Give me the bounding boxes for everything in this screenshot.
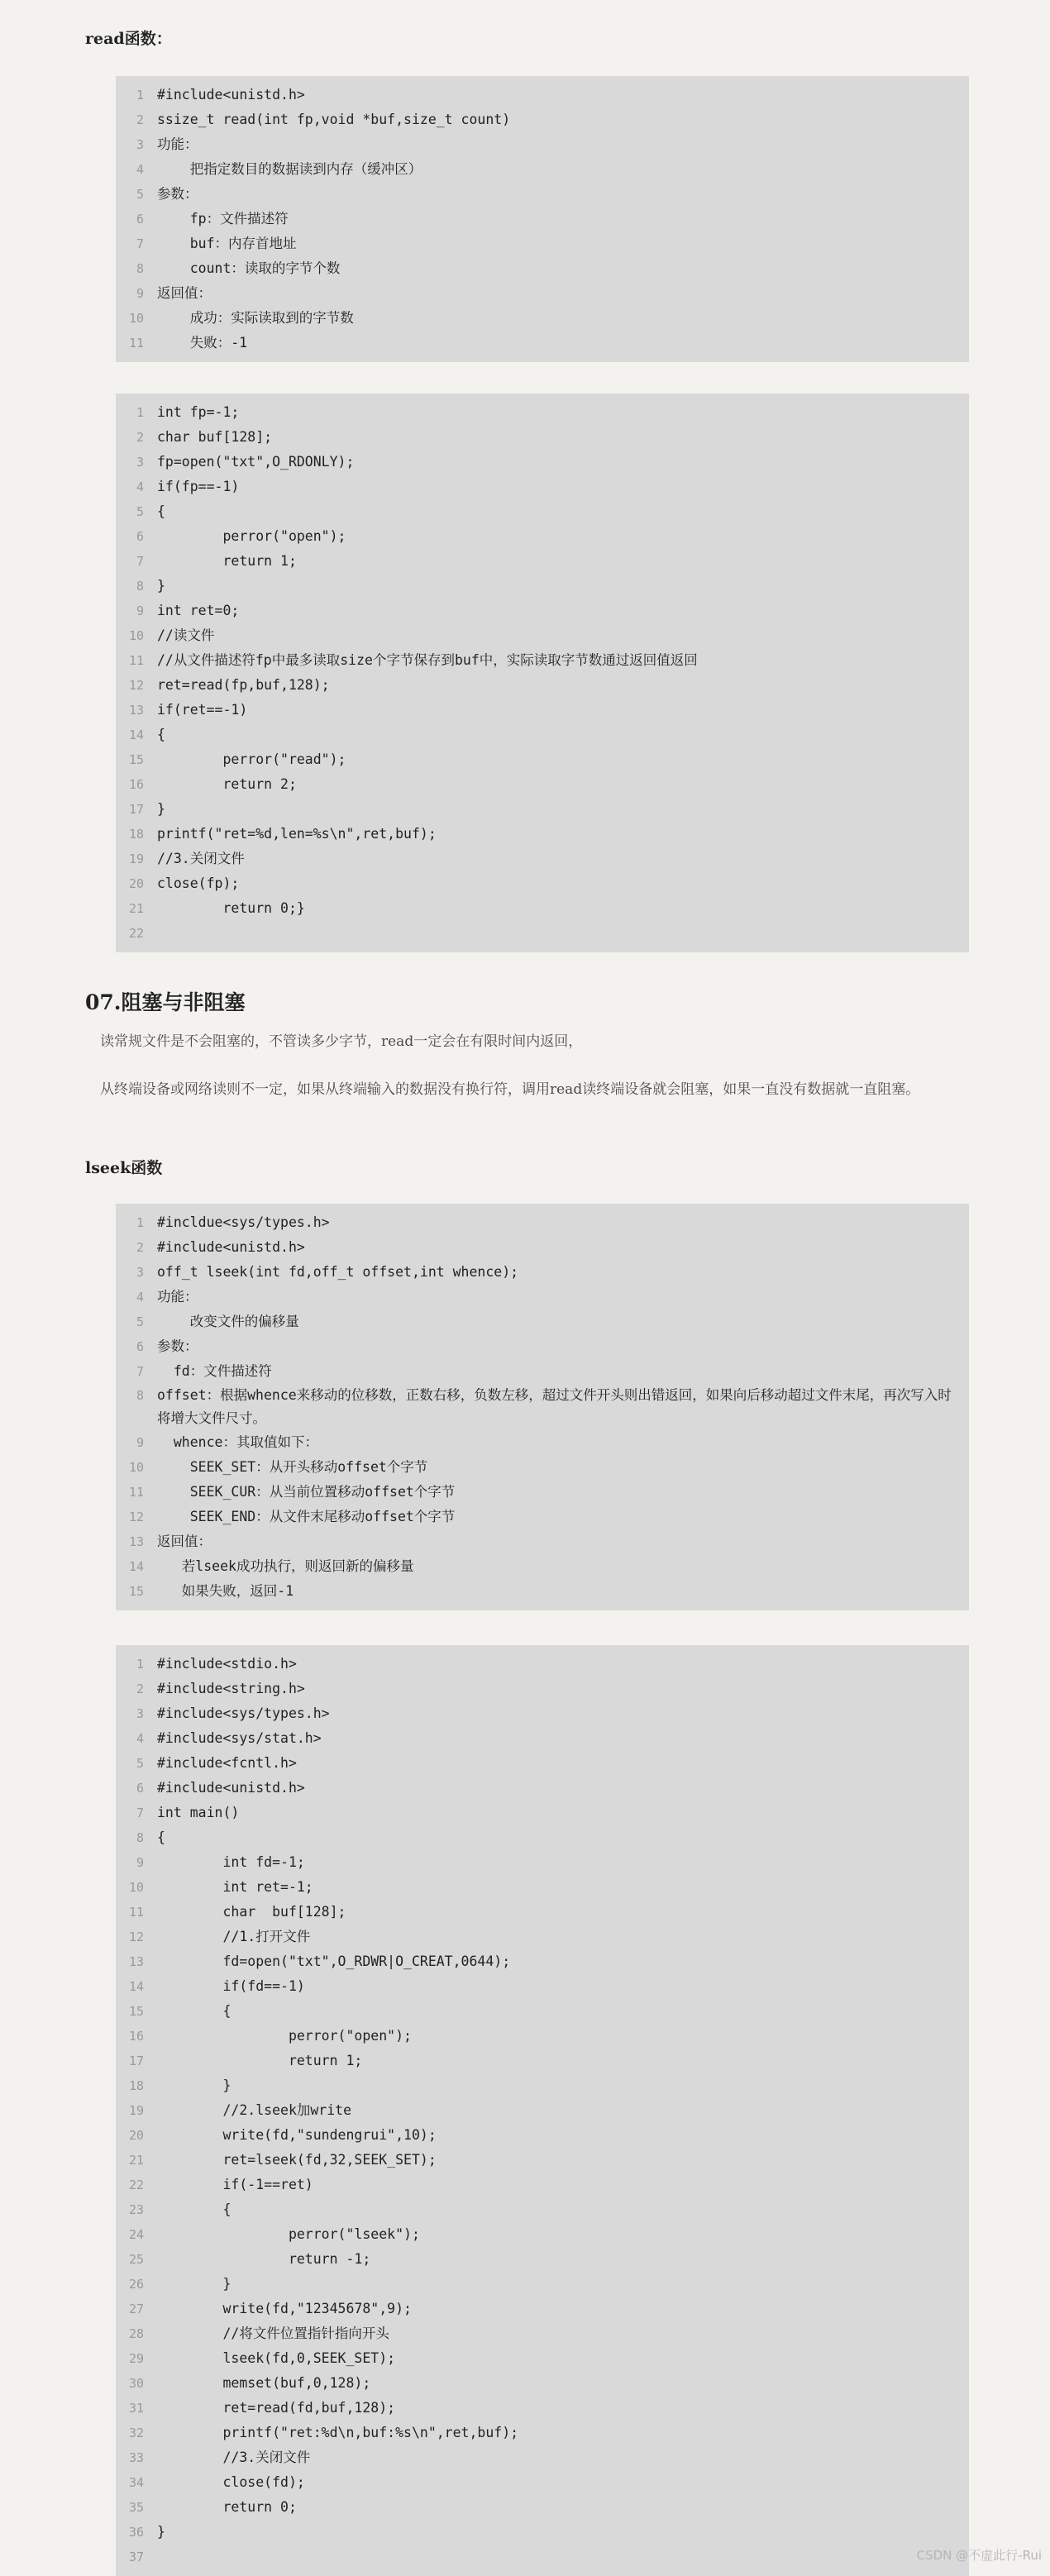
line-number: 4	[136, 479, 144, 494]
code-text: fd=open("txt",O_RDWR|O_CREAT,0644);	[157, 1953, 511, 1969]
line-number: 2	[136, 1682, 144, 1696]
code-line	[116, 1309, 969, 1334]
line-number: 2	[136, 430, 144, 445]
code-text: whence：其取值如下：	[157, 1434, 318, 1450]
code-text: close(fp);	[157, 875, 240, 891]
code-text: {	[157, 2003, 231, 2019]
read-function-heading: read函数：	[85, 30, 172, 48]
line-number: 1	[136, 88, 144, 103]
code-line	[116, 306, 969, 331]
line-number: 1	[136, 405, 144, 420]
code-text: return 1;	[157, 2053, 363, 2068]
read-example-code-block	[116, 394, 969, 952]
code-comment: //读文件	[157, 627, 215, 643]
code-text: #include<unistd.h>	[157, 1239, 305, 1255]
code-text: int ret=-1;	[157, 1879, 313, 1895]
code-text: 返回值：	[157, 285, 212, 301]
code-line	[116, 1974, 969, 1999]
code-line	[116, 2272, 969, 2297]
code-line	[116, 1776, 969, 1801]
code-text: perror("read");	[157, 751, 346, 767]
code-comment: //将文件位置指针指向开头	[157, 2326, 389, 2341]
lseek-prototype-code-block	[116, 1204, 969, 1610]
code-text: printf("ret=%d,len=%s\n",ret,buf);	[157, 826, 437, 842]
code-text: {	[157, 727, 165, 742]
code-text: return 0;}	[157, 900, 305, 916]
code-text: int main()	[157, 1805, 240, 1820]
code-line	[116, 2098, 969, 2123]
code-line	[116, 1900, 969, 1925]
line-number: 12	[128, 1930, 144, 1944]
code-line	[116, 1875, 969, 1900]
line-number: 29	[128, 2351, 144, 2366]
line-number: 18	[128, 2078, 144, 2093]
code-line	[116, 1235, 969, 1260]
code-line	[116, 698, 969, 723]
code-text: {	[157, 503, 165, 519]
code-text: 功能：	[157, 136, 198, 152]
code-line	[116, 847, 969, 871]
lseek-example-code-block	[116, 1645, 969, 2576]
line-number: 10	[128, 628, 144, 643]
code-line	[116, 1554, 969, 1579]
code-line	[116, 157, 969, 182]
line-number: 4	[136, 162, 144, 177]
line-number: 21	[128, 2153, 144, 2168]
code-line	[116, 1260, 969, 1285]
code-line	[116, 2173, 969, 2197]
code-line	[116, 871, 969, 896]
code-line	[116, 207, 969, 231]
line-number: 30	[128, 2376, 144, 2391]
code-line	[116, 1751, 969, 1776]
code-line	[116, 2297, 969, 2321]
line-number: 34	[128, 2475, 144, 2490]
line-number: 37	[128, 2550, 144, 2564]
line-number: 11	[128, 1485, 144, 1500]
code-text: }	[157, 2276, 231, 2292]
code-text: ssize_t read(int fp,void *buf,size_t count)	[157, 112, 511, 127]
line-number: 3	[136, 1706, 144, 1721]
code-line	[116, 822, 969, 847]
code-line	[116, 281, 969, 306]
line-number: 8	[136, 579, 144, 594]
code-line	[116, 1701, 969, 1726]
code-line	[116, 331, 969, 355]
code-line	[116, 2445, 969, 2470]
line-number: 18	[128, 827, 144, 842]
line-number: 23	[128, 2202, 144, 2217]
code-line	[116, 1359, 969, 1384]
code-text: return 0;	[157, 2499, 297, 2515]
code-comment: //3.关闭文件	[157, 2450, 311, 2465]
line-number: 32	[128, 2426, 144, 2440]
line-number: 26	[128, 2277, 144, 2292]
code-line	[116, 2495, 969, 2520]
code-line	[116, 1949, 969, 1974]
code-text: #include<unistd.h>	[157, 1780, 305, 1796]
code-text: fp：文件描述符	[157, 211, 289, 227]
code-line	[116, 2247, 969, 2272]
code-text: 改变文件的偏移量	[157, 1314, 299, 1329]
code-text: fd：文件描述符	[157, 1363, 272, 1379]
line-number: 22	[128, 2178, 144, 2192]
code-text: write(fd,"sundengrui",10);	[157, 2127, 437, 2143]
line-number: 5	[136, 504, 144, 519]
code-line	[116, 132, 969, 157]
code-line	[116, 723, 969, 747]
code-text: perror("open");	[157, 528, 346, 544]
line-number: 14	[128, 1979, 144, 1994]
code-comment: //1.打开文件	[157, 1929, 311, 1944]
code-text: }	[157, 578, 165, 594]
line-number: 15	[128, 752, 144, 767]
code-text: perror("open");	[157, 2028, 412, 2044]
code-text: SEEK_SET：从开头移动offset个字节	[157, 1459, 428, 1475]
line-number: 4	[136, 1731, 144, 1746]
code-line	[116, 1285, 969, 1309]
line-number: 15	[128, 1584, 144, 1599]
line-number: 13	[128, 703, 144, 718]
line-number: 16	[128, 777, 144, 792]
code-line	[116, 797, 969, 822]
code-line	[116, 2049, 969, 2073]
code-line	[116, 499, 969, 524]
code-comment: //从文件描述符fp中最多读取size个字节保存到buf中，实际读取字节数通过返回值返回	[157, 652, 698, 668]
code-line	[116, 1579, 969, 1604]
line-number: 3	[136, 455, 144, 470]
line-number: 9	[136, 603, 144, 618]
code-text: 参数：	[157, 1338, 198, 1354]
code-text: off_t lseek(int fd,off_t offset,int whence);	[157, 1264, 519, 1280]
line-number: 14	[128, 1559, 144, 1574]
line-number: 27	[128, 2302, 144, 2316]
line-number: 3	[136, 1265, 144, 1280]
code-line	[116, 2123, 969, 2148]
line-number: 16	[128, 2029, 144, 2044]
code-line	[116, 2520, 969, 2545]
line-number: 36	[128, 2525, 144, 2540]
code-line	[116, 1210, 969, 1235]
line-number: 1	[136, 1215, 144, 1230]
line-number: 35	[128, 2500, 144, 2515]
code-text: fp=open("txt",O_RDONLY);	[157, 454, 355, 470]
code-text: 如果失败，返回-1	[157, 1583, 294, 1599]
code-text: close(fd);	[157, 2474, 305, 2490]
code-line	[116, 2346, 969, 2371]
code-text: {	[157, 1829, 165, 1845]
code-text: count：读取的字节个数	[157, 260, 341, 276]
code-text: if(fp==-1)	[157, 479, 240, 494]
code-line	[116, 1925, 969, 1949]
code-text: ret=lseek(fd,32,SEEK_SET);	[157, 2152, 437, 2168]
code-line	[116, 2024, 969, 2049]
code-line	[116, 2222, 969, 2247]
code-text: write(fd,"12345678",9);	[157, 2301, 412, 2316]
code-text: #include<string.h>	[157, 1681, 305, 1696]
code-text: char buf[128];	[157, 1904, 346, 1920]
csdn-watermark: CSDN @不虚此行-Rui	[916, 2548, 1042, 2563]
code-text: ret=read(fp,buf,128);	[157, 677, 330, 693]
code-line	[116, 896, 969, 921]
code-line	[116, 1334, 969, 1359]
line-number: 2	[136, 1240, 144, 1255]
line-number: 20	[128, 2128, 144, 2143]
code-text: lseek(fd,0,SEEK_SET);	[157, 2350, 396, 2366]
code-text: SEEK_CUR：从当前位置移动offset个字节	[157, 1484, 456, 1500]
code-line	[116, 549, 969, 574]
line-number: 19	[128, 852, 144, 866]
code-text: 返回值：	[157, 1534, 212, 1549]
code-line	[116, 1999, 969, 2024]
line-number: 8	[136, 1388, 144, 1403]
code-text: return 2;	[157, 776, 297, 792]
code-line	[116, 1384, 969, 1430]
line-number: 6	[136, 529, 144, 544]
code-line	[116, 425, 969, 450]
blocking-paragraph-2: 从终端设备或网络读则不一定，如果从终端输入的数据没有换行符，调用read读终端设备就会阻塞，如果一直没有数据就一直阻塞。	[100, 1081, 920, 1098]
code-line	[116, 256, 969, 281]
code-comment: //2.lseek加write	[157, 2102, 352, 2118]
line-number: 28	[128, 2326, 144, 2341]
code-line	[116, 648, 969, 673]
code-line	[116, 2470, 969, 2495]
line-number: 9	[136, 1855, 144, 1870]
line-number: 11	[128, 336, 144, 351]
code-text: return -1;	[157, 2251, 371, 2267]
code-line	[116, 1677, 969, 1701]
read-prototype-code-block	[116, 76, 969, 362]
code-text: #include<sys/types.h>	[157, 1705, 330, 1721]
code-text: offset：根据whence来移动的位移数，正数右移，负数左移，超过文件开头则出错返回，如果向后移动超过文件末尾，再次写入时将增大文件尺寸。	[157, 1387, 952, 1426]
code-line	[116, 2148, 969, 2173]
code-line	[116, 2197, 969, 2222]
line-number: 20	[128, 876, 144, 891]
code-text: }	[157, 2077, 231, 2093]
line-number: 11	[128, 653, 144, 668]
code-text: printf("ret:%d\n,buf:%s\n",ret,buf);	[157, 2425, 519, 2440]
line-number: 5	[136, 1314, 144, 1329]
code-line	[116, 475, 969, 499]
code-text: 功能：	[157, 1289, 198, 1305]
code-text: #include<sys/stat.h>	[157, 1730, 322, 1746]
code-text: SEEK_END：从文件末尾移动offset个字节	[157, 1509, 456, 1524]
code-line	[116, 2073, 969, 2098]
code-text: 失败：-1	[157, 335, 248, 351]
code-line	[116, 1850, 969, 1875]
line-number: 7	[136, 554, 144, 569]
line-number: 1	[136, 1657, 144, 1672]
code-line	[116, 1652, 969, 1677]
line-number: 14	[128, 727, 144, 742]
code-text: 参数：	[157, 186, 198, 202]
line-number: 17	[128, 2054, 144, 2068]
code-text: if(ret==-1)	[157, 702, 248, 718]
code-line	[116, 747, 969, 772]
code-text: #include<fcntl.h>	[157, 1755, 297, 1771]
code-line	[116, 673, 969, 698]
line-number: 21	[128, 901, 144, 916]
line-number: 10	[128, 311, 144, 326]
blocking-paragraph-1: 读常规文件是不会阻塞的，不管读多少字节，read一定会在有限时间内返回，	[100, 1033, 583, 1050]
code-text: int ret=0;	[157, 603, 240, 618]
line-number: 13	[128, 1534, 144, 1549]
line-number: 10	[128, 1460, 144, 1475]
line-number: 19	[128, 2103, 144, 2118]
code-line	[116, 2545, 969, 2569]
code-line	[116, 1430, 969, 1455]
line-number: 3	[136, 137, 144, 152]
code-text: if(-1==ret)	[157, 2177, 313, 2192]
code-text: #include<stdio.h>	[157, 1656, 297, 1672]
code-line	[116, 574, 969, 599]
blocking-section-heading: 07.阻塞与非阻塞	[85, 990, 246, 1014]
line-number: 22	[128, 926, 144, 941]
code-line	[116, 1455, 969, 1480]
line-number: 5	[136, 187, 144, 202]
code-text: perror("lseek");	[157, 2226, 420, 2242]
code-line	[116, 231, 969, 256]
code-text: #include<unistd.h>	[157, 87, 305, 103]
line-number: 31	[128, 2401, 144, 2416]
line-number: 11	[128, 1905, 144, 1920]
code-text: 成功：实际读取到的字节数	[157, 310, 354, 326]
code-text: int fp=-1;	[157, 404, 240, 420]
line-number: 12	[128, 1510, 144, 1524]
line-number: 10	[128, 1880, 144, 1895]
code-line	[116, 1505, 969, 1529]
code-text: buf：内存首地址	[157, 236, 297, 251]
code-line	[116, 921, 969, 946]
line-number: 24	[128, 2227, 144, 2242]
line-number: 5	[136, 1756, 144, 1771]
code-line	[116, 772, 969, 797]
code-line	[116, 450, 969, 475]
code-line	[116, 400, 969, 425]
code-text: return 1;	[157, 553, 297, 569]
code-text: 把指定数目的数据读到内存（缓冲区）	[157, 161, 422, 177]
line-number: 33	[128, 2450, 144, 2465]
code-line	[116, 1825, 969, 1850]
line-number: 7	[136, 236, 144, 251]
lseek-function-heading: lseek函数	[85, 1159, 163, 1177]
line-number: 9	[136, 1435, 144, 1450]
code-text: char buf[128];	[157, 429, 273, 445]
code-text: {	[157, 2202, 231, 2217]
code-line	[116, 2321, 969, 2346]
code-text: }	[157, 801, 165, 817]
line-number: 8	[136, 1830, 144, 1845]
line-number: 17	[128, 802, 144, 817]
line-number: 6	[136, 1781, 144, 1796]
code-line	[116, 83, 969, 107]
code-line	[116, 2371, 969, 2396]
code-line	[116, 623, 969, 648]
code-text: 若lseek成功执行，则返回新的偏移量	[157, 1558, 414, 1574]
code-text: #incldue<sys/types.h>	[157, 1214, 330, 1230]
line-number: 6	[136, 1339, 144, 1354]
code-line	[116, 1801, 969, 1825]
code-text: if(fd==-1)	[157, 1978, 305, 1994]
code-text: memset(buf,0,128);	[157, 2375, 371, 2391]
line-number: 25	[128, 2252, 144, 2267]
line-number: 15	[128, 2004, 144, 2019]
code-line	[116, 182, 969, 207]
code-line	[116, 2396, 969, 2421]
line-number: 2	[136, 112, 144, 127]
line-number: 8	[136, 261, 144, 276]
code-line	[116, 1480, 969, 1505]
code-line	[116, 107, 969, 132]
line-number: 4	[136, 1290, 144, 1305]
code-text: }	[157, 2524, 165, 2540]
line-number: 7	[136, 1806, 144, 1820]
code-text: int fd=-1;	[157, 1854, 305, 1870]
code-line	[116, 1726, 969, 1751]
code-line	[116, 599, 969, 623]
line-number: 9	[136, 286, 144, 301]
line-number: 13	[128, 1954, 144, 1969]
code-line	[116, 2421, 969, 2445]
line-number: 12	[128, 678, 144, 693]
code-text: ret=read(fd,buf,128);	[157, 2400, 396, 2416]
code-line	[116, 1529, 969, 1554]
code-comment: //3.关闭文件	[157, 851, 245, 866]
code-line	[116, 524, 969, 549]
line-number: 6	[136, 212, 144, 227]
line-number: 7	[136, 1364, 144, 1379]
